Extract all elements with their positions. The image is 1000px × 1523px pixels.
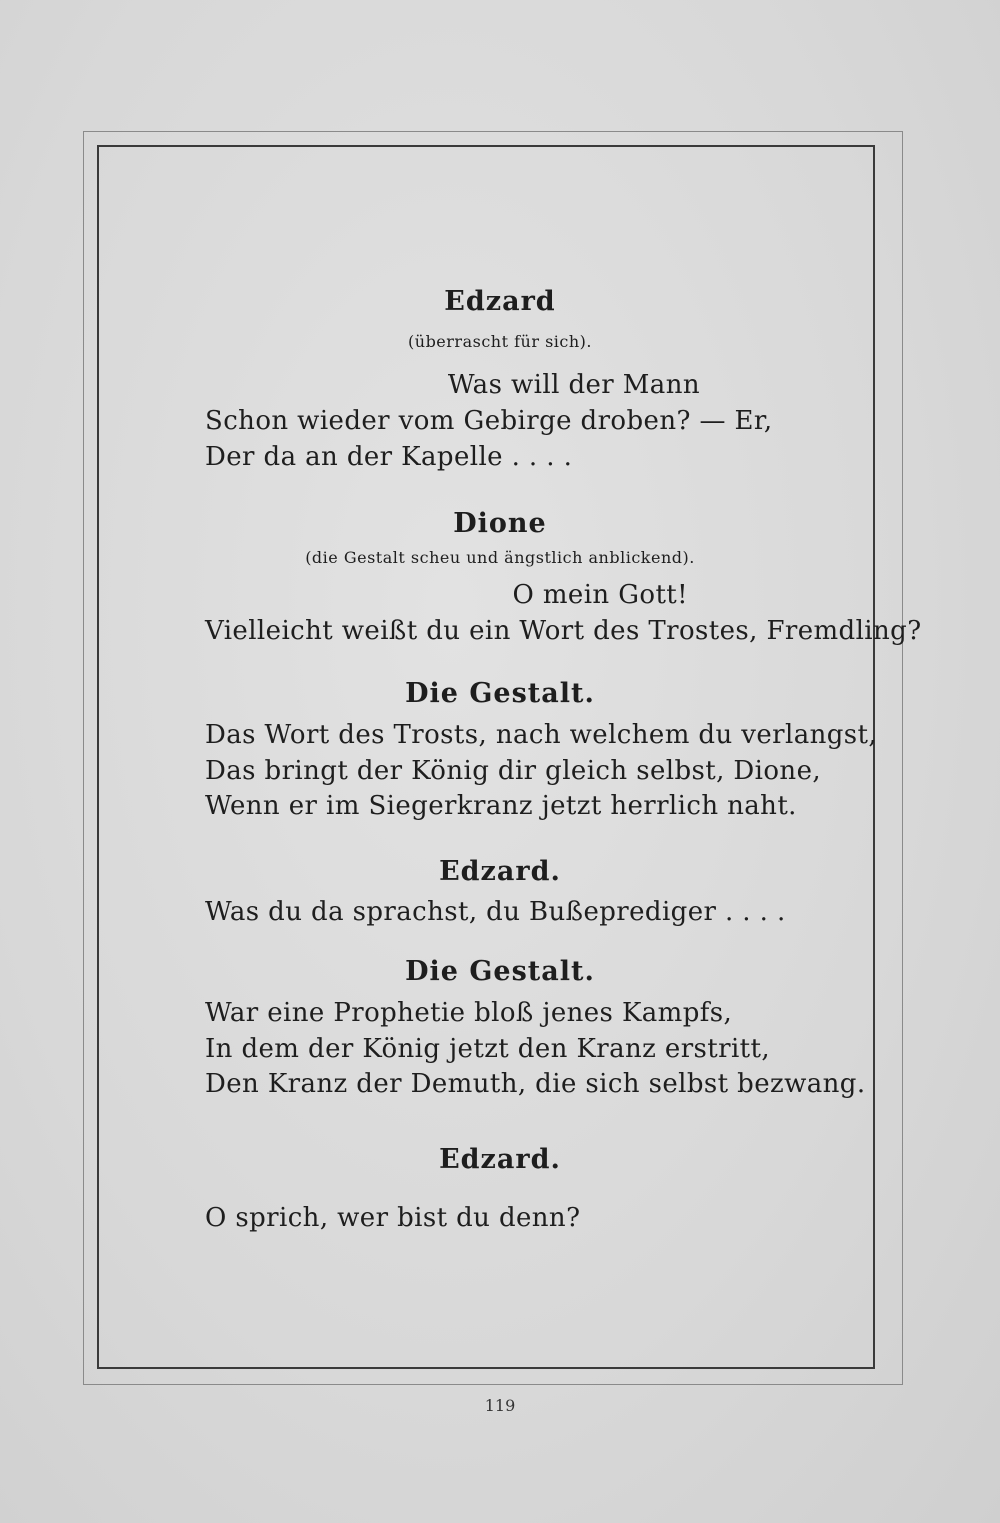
- stage-direction: (überrascht für sich).: [408, 332, 592, 351]
- speaker-heading: Edzard.: [439, 856, 561, 887]
- stage-direction: (die Gestalt scheu und ängstlich anblickend).: [305, 548, 695, 567]
- page-number: 119: [484, 1396, 516, 1415]
- verse-line: Vielleicht weißt du ein Wort des Trostes, Fremdling?: [205, 616, 922, 646]
- verse-line: O sprich, wer bist du denn?: [205, 1203, 581, 1233]
- verse-line: Was will der Mann: [447, 370, 700, 400]
- verse-line: In dem der König jetzt den Kranz erstritt,: [205, 1034, 771, 1064]
- verse-line: Den Kranz der Demuth, die sich selbst bezwang.: [205, 1069, 866, 1099]
- speaker-heading: Die Gestalt.: [405, 956, 595, 987]
- speaker-heading: Die Gestalt.: [405, 678, 595, 709]
- speaker-heading: Dione: [453, 508, 547, 539]
- verse-line: Das Wort des Trosts, nach welchem du verlangst,: [205, 720, 878, 750]
- verse-line: Der da an der Kapelle . . . .: [205, 442, 573, 472]
- speaker-heading: Edzard.: [439, 1144, 561, 1175]
- verse-line: Schon wieder vom Gebirge droben? — Er,: [205, 406, 773, 436]
- verse-line: Wenn er im Siegerkranz jetzt herrlich naht.: [205, 791, 797, 821]
- verse-line: O mein Gott!: [512, 580, 688, 610]
- verse-line: Was du da sprachst, du Bußeprediger . . . .: [205, 897, 786, 927]
- verse-line: War eine Prophetie bloß jenes Kampfs,: [205, 998, 733, 1028]
- speaker-heading: Edzard: [444, 286, 556, 317]
- verse-line: Das bringt der König dir gleich selbst, Dione,: [205, 756, 822, 786]
